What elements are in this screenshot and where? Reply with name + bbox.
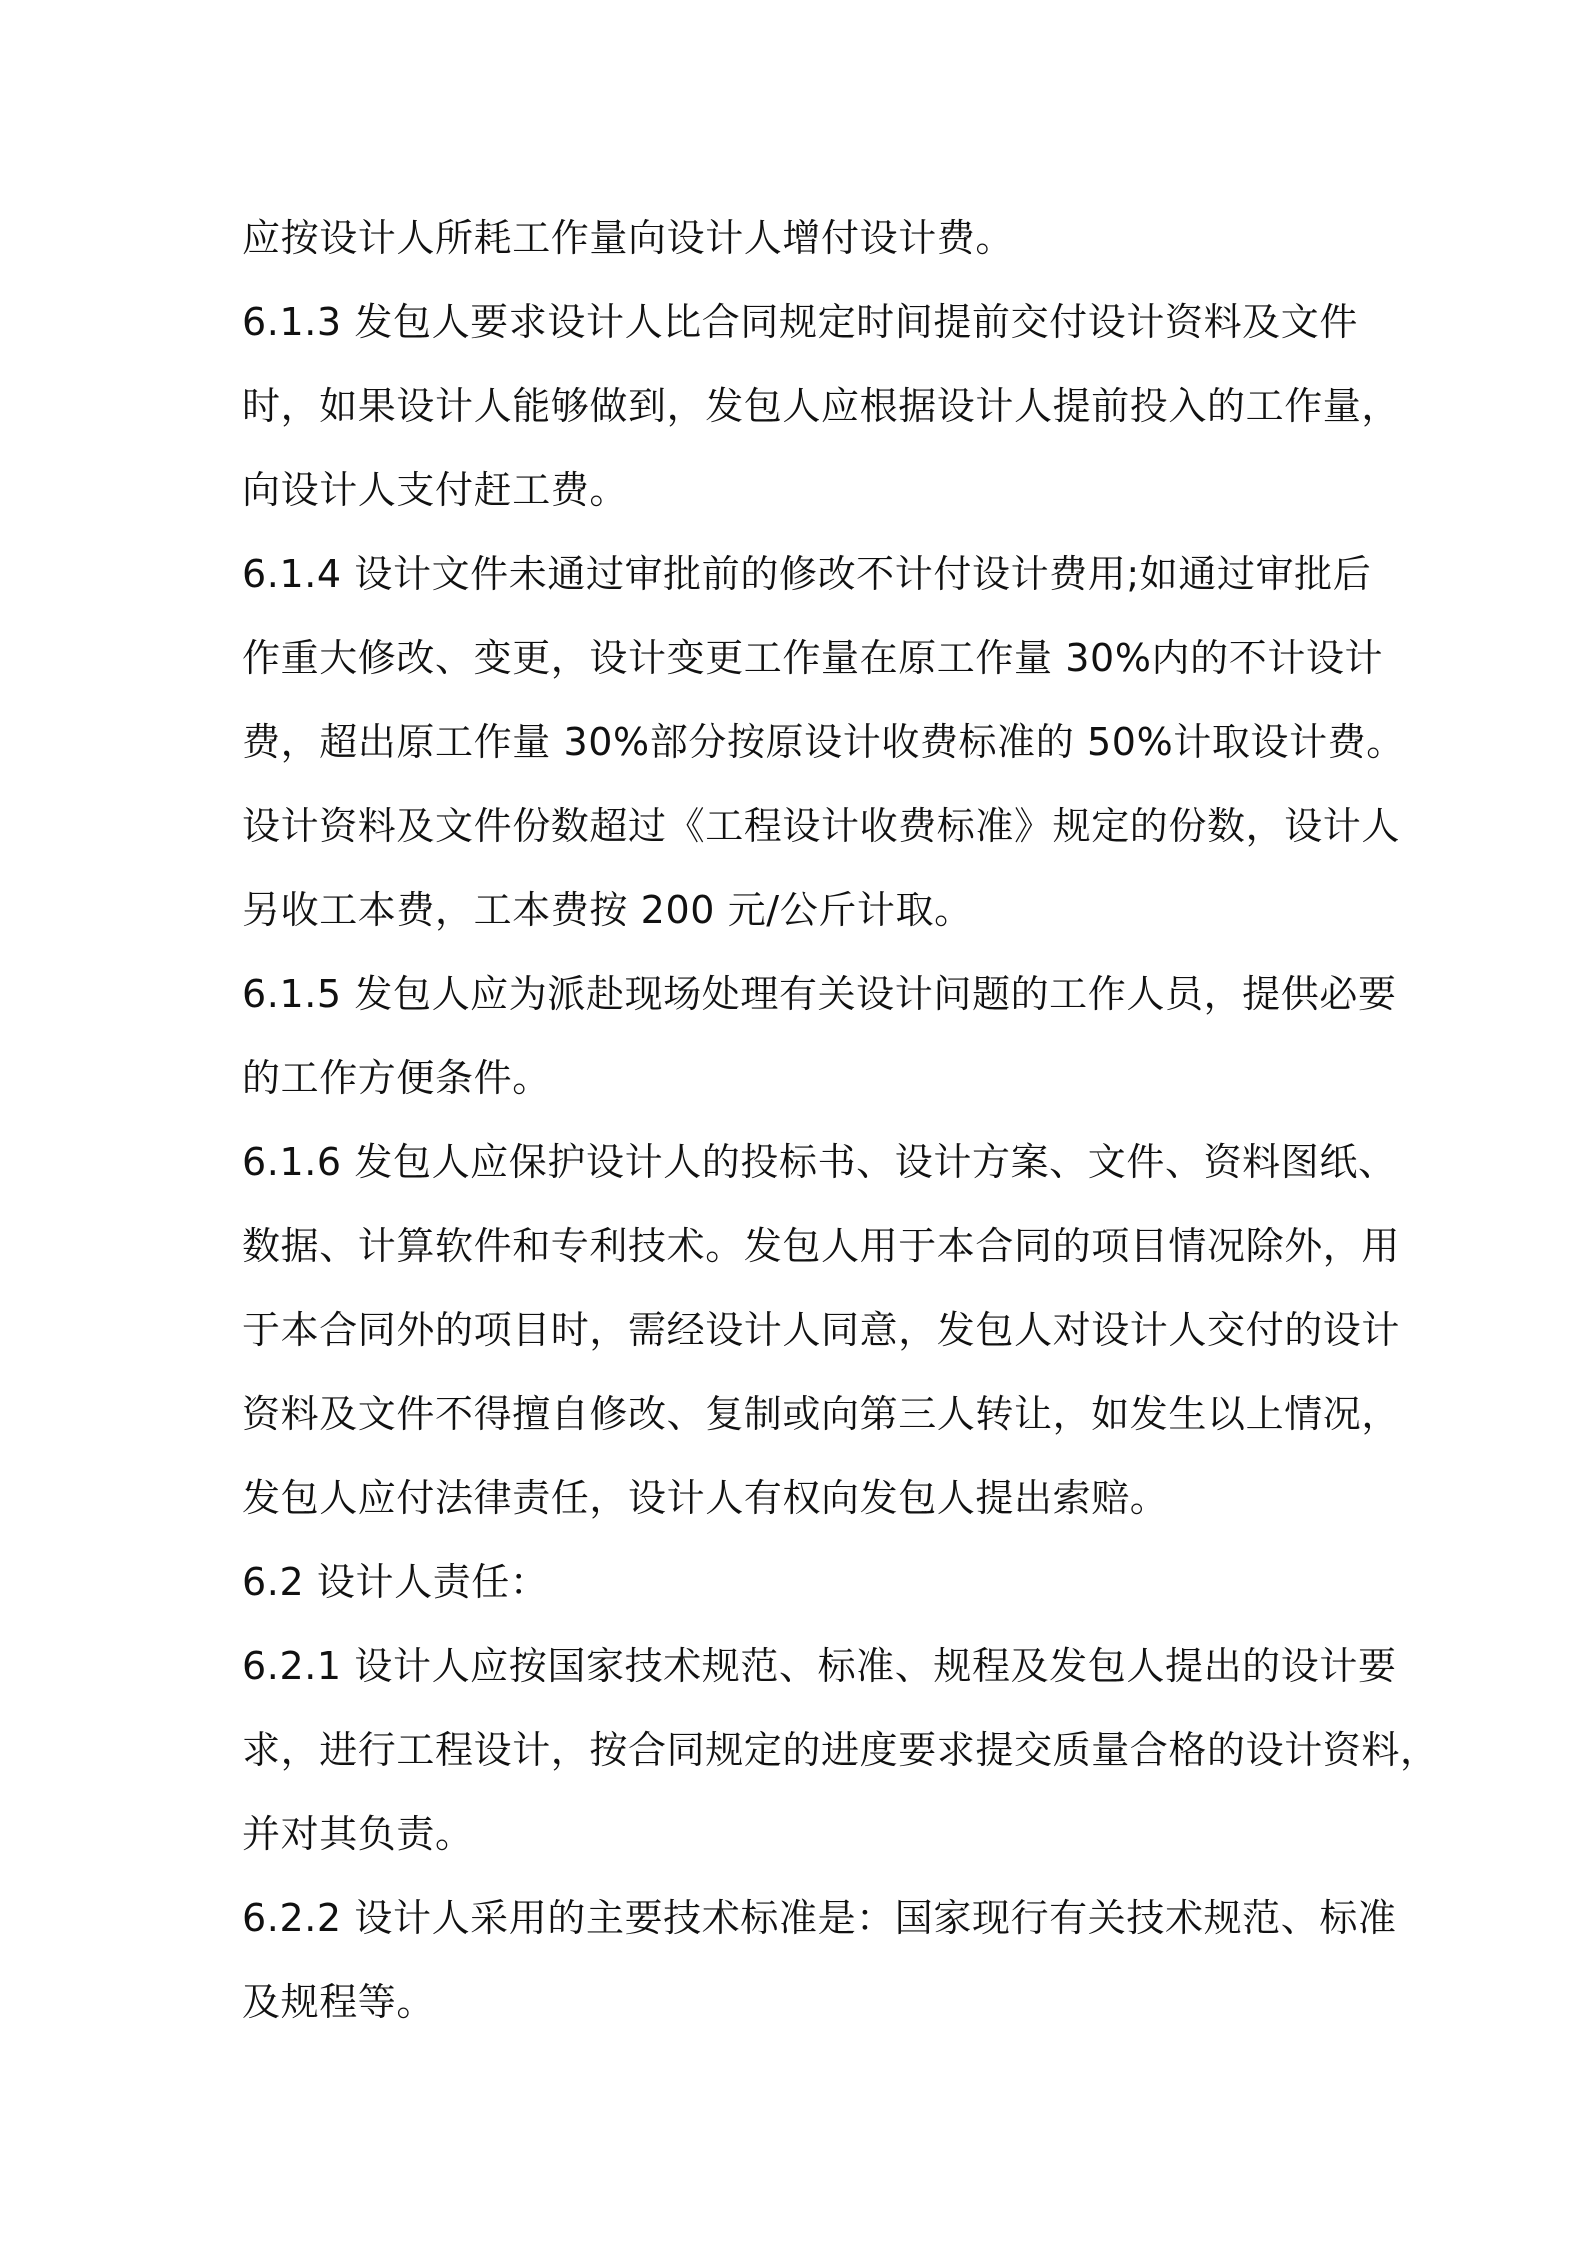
clause-6-2-1-line: 6.2.1 设计人应按国家技术规范、标准、规程及发包人提出的设计要 (242, 1644, 1397, 1688)
text-line: 作重大修改、变更，设计变更工作量在原工作量 30%内的不计设计 (242, 636, 1384, 680)
text-line: 数据、计算软件和专利技术。发包人用于本合同的项目情况除外，用 (242, 1224, 1401, 1268)
section-6-2-heading: 6.2 设计人责任： (242, 1560, 549, 1604)
text-line: 设计资料及文件份数超过《工程设计收费标准》规定的份数，设计人 (242, 804, 1401, 848)
text-line: 发包人应付法律责任，设计人有权向发包人提出索赔。 (242, 1476, 1169, 1520)
text-line: 应按设计人所耗工作量向设计人增付设计费。 (242, 216, 1015, 260)
text-line: 求，进行工程设计，按合同规定的进度要求提交质量合格的设计资料， (242, 1728, 1439, 1772)
text-line: 于本合同外的项目时，需经设计人同意，发包人对设计人交付的设计 (242, 1308, 1401, 1352)
clause-6-1-5-line: 6.1.5 发包人应为派赴现场处理有关设计问题的工作人员，提供必要 (242, 972, 1397, 1016)
clause-6-1-3-line: 6.1.3 发包人要求设计人比合同规定时间提前交付设计资料及文件 (242, 300, 1358, 344)
text-line: 费，超出原工作量 30%部分按原设计收费标准的 50%计取设计费。 (242, 720, 1405, 764)
text-line: 的工作方便条件。 (242, 1056, 551, 1100)
clause-6-1-4-line: 6.1.4 设计文件未通过审批前的修改不计付设计费用;如通过审批后 (242, 552, 1372, 596)
text-line: 及规程等。 (242, 1980, 436, 2024)
clause-6-1-6-line: 6.1.6 发包人应保护设计人的投标书、设计方案、文件、资料图纸、 (242, 1140, 1397, 1184)
document-body (242, 196, 1439, 2044)
text-line: 向设计人支付赶工费。 (242, 468, 629, 512)
text-line: 时，如果设计人能够做到，发包人应根据设计人提前投入的工作量， (242, 384, 1401, 428)
text-line: 另收工本费，工本费按 200 元/公斤计取。 (242, 888, 973, 932)
text-line: 并对其负责。 (242, 1812, 474, 1856)
text-line: 资料及文件不得擅自修改、复制或向第三人转让，如发生以上情况， (242, 1392, 1401, 1436)
clause-6-2-2-line: 6.2.2 设计人采用的主要技术标准是：国家现行有关技术规范、标准 (242, 1896, 1397, 1940)
